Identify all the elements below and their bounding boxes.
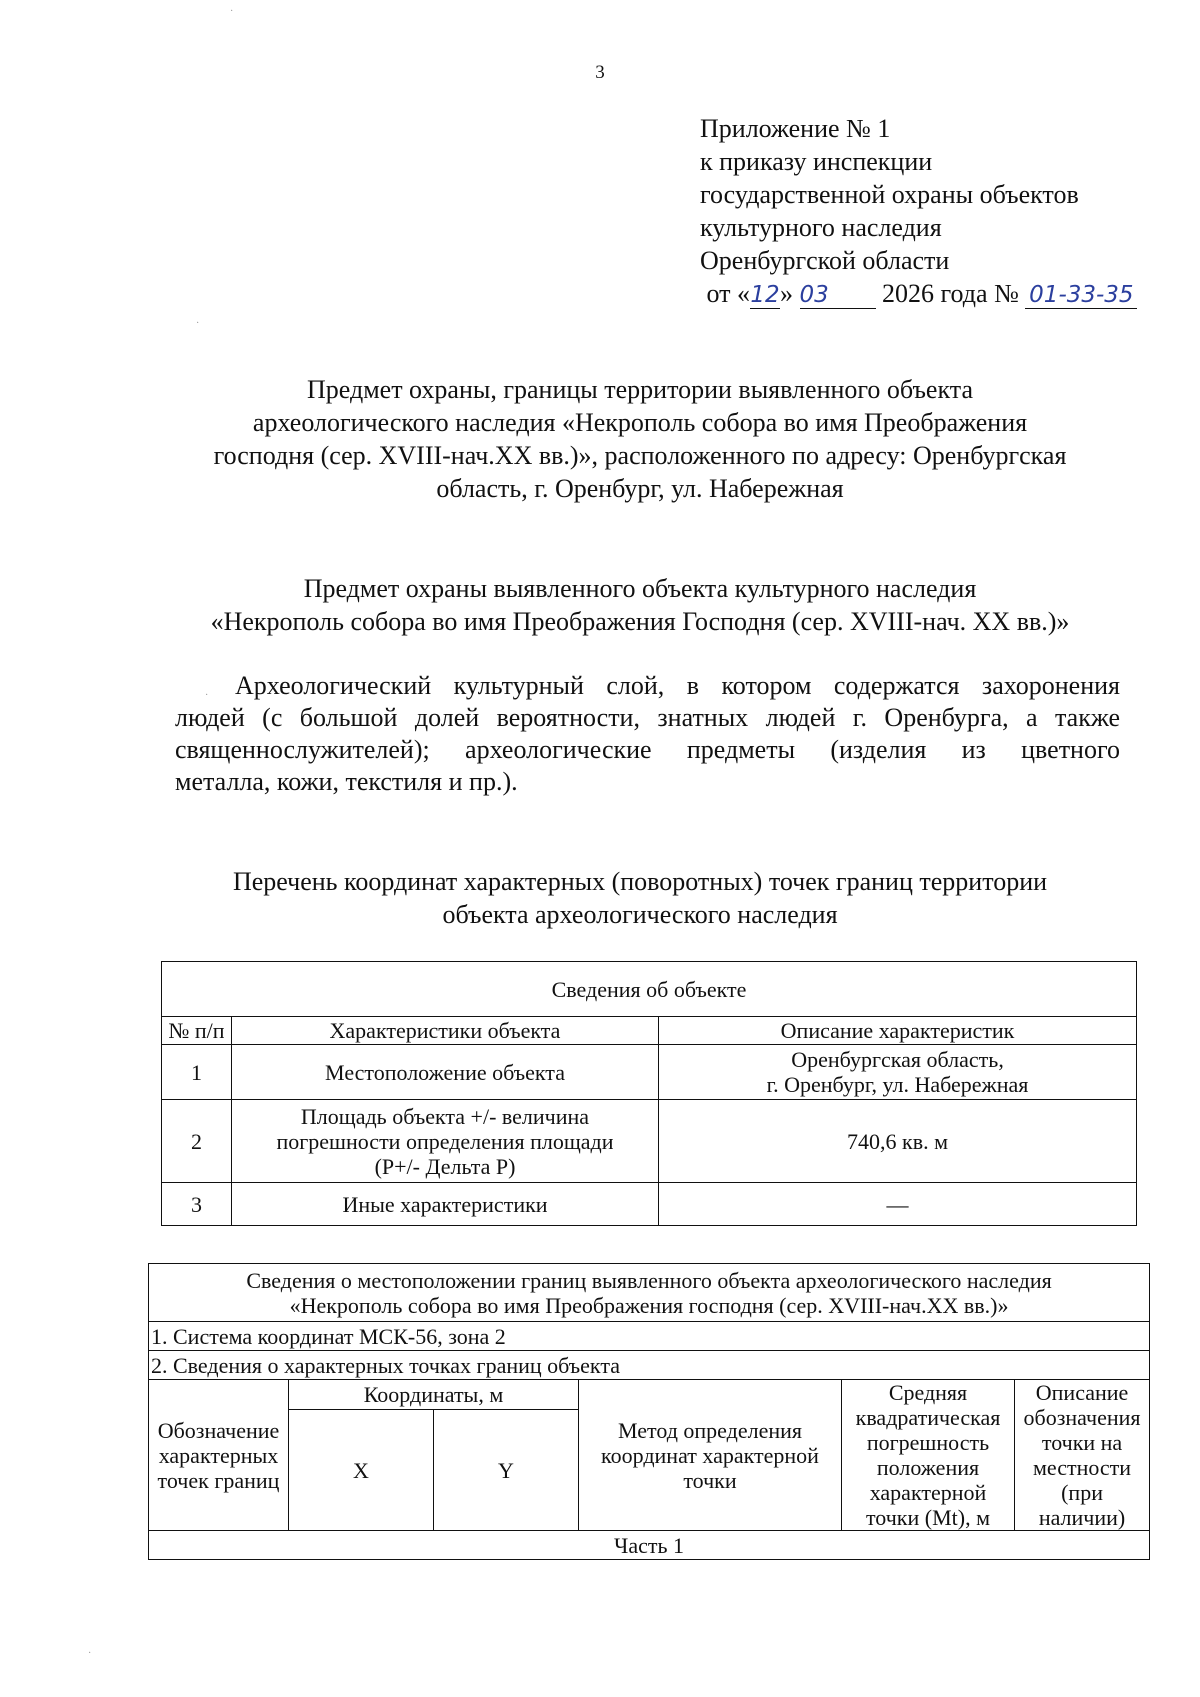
header-method: Метод определения координат характерной точки <box>579 1380 842 1531</box>
row-characteristic <box>232 1100 659 1183</box>
date-day: 12 <box>750 282 780 308</box>
row-description: 740,6 кв. м <box>659 1100 1137 1183</box>
table-row <box>162 1100 1137 1183</box>
coordinate-system: 1. Система координат МСК-56, зона 2 <box>149 1322 1150 1351</box>
document-title <box>150 373 1130 505</box>
header-num: № п/п <box>162 1017 232 1045</box>
object-info-table <box>161 961 1137 1226</box>
date-month: 03 <box>800 282 876 309</box>
date-year: 2026 года № <box>882 279 1019 308</box>
header-x: X <box>289 1410 434 1531</box>
header-description: Описание характеристик <box>659 1017 1137 1045</box>
appendix-date-line <box>700 277 1160 310</box>
paragraph-line: металла, кожи, текстиля и пр.). <box>175 767 518 796</box>
order-number: 01-33-35 <box>1025 282 1137 309</box>
subject-heading <box>150 572 1130 638</box>
appendix-line: Оренбургской области <box>700 246 950 275</box>
part-label: Часть 1 <box>149 1531 1150 1560</box>
scan-speck: · <box>88 1648 92 1659</box>
row-description <box>659 1045 1137 1100</box>
title-line: Предмет охраны, границы территории выявленного объекта <box>307 375 973 404</box>
title-line: господня (сер. XVIII-нач.XX вв.)», расположенного по адресу: Оренбургская <box>213 441 1067 470</box>
coordinate-system-row <box>149 1322 1150 1351</box>
boundary-caption <box>149 1264 1150 1322</box>
scan-speck: · <box>196 318 200 329</box>
row-description: — <box>659 1183 1137 1226</box>
paragraph-line: священнослужителей); археологические предметы (изделия из цветного <box>175 735 1120 764</box>
row-num: 1 <box>162 1045 232 1100</box>
caption-line: Сведения о местоположении границ выявленного объекта археологического наследия <box>246 1267 1052 1293</box>
appendix-line: к приказу инспекции <box>700 147 933 176</box>
paragraph-line: Археологический культурный слой, в котором содержатся захоронения <box>235 671 1120 700</box>
appendix-line: культурного наследия <box>700 213 942 242</box>
table-header-row <box>162 1017 1137 1045</box>
points-info: 2. Сведения о характерных точках границ объекта <box>149 1351 1150 1380</box>
header-error: Средняя квадратическая погрешность положения характерной точки (Mt), м <box>842 1380 1015 1531</box>
date-mid: » <box>780 279 794 308</box>
characteristic-line: Площадь объекта +/- величина <box>300 1103 590 1129</box>
subject-paragraph <box>175 670 1120 798</box>
table-caption-row <box>162 962 1137 1017</box>
table-row <box>162 1045 1137 1100</box>
table-caption: Сведения об объекте <box>162 962 1137 1017</box>
coordinates-heading-line: Перечень координат характерных (поворотных) точек границ территории <box>232 867 1048 896</box>
paragraph-line: людей (с большой долей вероятности, знатных людей г. Оренбурга, а также <box>175 703 1120 732</box>
scan-speck: · <box>205 690 209 701</box>
header-characteristics: Характеристики объекта <box>232 1017 659 1045</box>
characteristic-line: погрешности определения площади <box>276 1128 614 1154</box>
description-line: Оренбургская область, <box>791 1047 1004 1072</box>
boundary-caption-row <box>149 1264 1150 1322</box>
row-num: 2 <box>162 1100 232 1183</box>
boundary-header-row <box>149 1380 1150 1410</box>
subject-heading-line: Предмет охраны выявленного объекта культурного наследия <box>303 574 977 603</box>
table-row <box>162 1183 1137 1226</box>
title-line: область, г. Оренбург, ул. Набережная <box>436 474 844 503</box>
appendix-line: Приложение № 1 <box>700 114 891 143</box>
header-designation: Обозначение характерных точек границ <box>149 1380 289 1531</box>
row-num: 3 <box>162 1183 232 1226</box>
coordinates-heading <box>150 865 1130 931</box>
characteristic-line: (P+/- Дельта P) <box>374 1153 516 1179</box>
row-characteristic: Иные характеристики <box>232 1183 659 1226</box>
caption-line: «Некрополь собора во имя Преображения господня (сер. XVIII-нач.XX вв.)» <box>289 1292 1009 1318</box>
description-line: г. Оренбург, ул. Набережная <box>766 1072 1029 1097</box>
appendix-block <box>700 112 1160 310</box>
header-y: Y <box>434 1410 579 1531</box>
coordinates-heading-line: объекта археологического наследия <box>442 900 838 929</box>
header-point-description: Описание обозначения точки на местности (при наличии) <box>1015 1380 1150 1531</box>
subject-heading-line: «Некрополь собора во имя Преображения Господня (сер. XVIII-нач. XX вв.)» <box>210 607 1070 636</box>
row-characteristic: Местоположение объекта <box>232 1045 659 1100</box>
page-number: 3 <box>595 62 605 83</box>
part-row <box>149 1531 1150 1560</box>
points-info-row <box>149 1351 1150 1380</box>
date-prefix: от « <box>706 279 751 308</box>
boundary-table <box>148 1263 1150 1560</box>
appendix-line: государственной охраны объектов <box>700 180 1079 209</box>
header-coordinates: Координаты, м <box>289 1380 579 1410</box>
title-line: археологического наследия «Некрополь собора во имя Преображения <box>252 408 1028 437</box>
scan-speck: · <box>230 6 234 17</box>
